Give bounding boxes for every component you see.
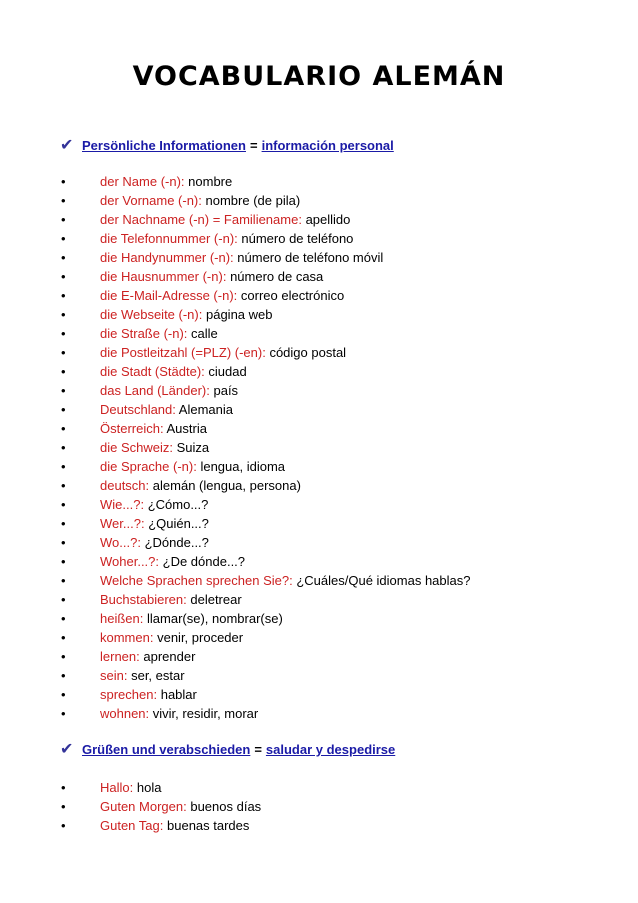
german-term: Welche Sprachen sprechen Sie?: — [100, 573, 293, 588]
spanish-translation: número de casa — [230, 269, 324, 284]
spanish-translation: hablar — [160, 687, 197, 702]
german-term: Woher...?: — [100, 554, 160, 569]
german-term: die Postleitzahl (=PLZ) (-en): — [100, 345, 266, 360]
list-item — [0, 778, 261, 797]
bullet-icon: • — [61, 193, 66, 208]
list-item — [0, 552, 471, 571]
spanish-translation: hola — [136, 780, 162, 795]
list-item — [0, 590, 471, 609]
spanish-translation: Suiza — [176, 440, 210, 455]
list-item — [0, 514, 471, 533]
checkmark-icon: ✔ — [60, 741, 74, 758]
german-term: die Stadt (Städte): — [100, 364, 205, 379]
bullet-icon: • — [61, 478, 66, 493]
list-item — [0, 816, 261, 835]
german-term: der Vorname (-n): — [100, 193, 202, 208]
vocabulary-list-greetings — [0, 778, 261, 835]
section-heading-de[interactable]: Grüßen und verabschieden — [82, 742, 251, 757]
spanish-translation: vivir, residir, morar — [152, 706, 259, 721]
spanish-translation: deletrear — [190, 592, 242, 607]
german-term: die Sprache (-n): — [100, 459, 197, 474]
bullet-icon: • — [61, 818, 66, 833]
bullet-icon: • — [61, 307, 66, 322]
bullet-icon: • — [61, 706, 66, 721]
spanish-translation: nombre — [188, 174, 233, 189]
german-term: Deutschland: — [100, 402, 176, 417]
german-term: der Nachname (-n) = Familiename: — [100, 212, 302, 227]
section-heading-es[interactable]: información personal — [261, 138, 394, 153]
german-term: lernen: — [100, 649, 140, 664]
german-term: Buchstabieren: — [100, 592, 187, 607]
section-heading-es[interactable]: saludar y despedirse — [265, 742, 396, 757]
spanish-translation: ser, estar — [131, 668, 185, 683]
list-item — [0, 609, 471, 628]
spanish-translation: ciudad — [208, 364, 247, 379]
german-term: die Hausnummer (-n): — [100, 269, 227, 284]
german-term: die Telefonnummer (-n): — [100, 231, 238, 246]
bullet-icon: • — [61, 231, 66, 246]
spanish-translation: número de teléfono — [241, 231, 354, 246]
spanish-translation: Austria — [166, 421, 207, 436]
bullet-icon: • — [61, 459, 66, 474]
spanish-translation: venir, proceder — [157, 630, 244, 645]
german-term: Wo...?: — [100, 535, 141, 550]
bullet-icon: • — [61, 611, 66, 626]
list-item — [0, 267, 471, 286]
vocabulary-list-personal-info — [0, 172, 471, 723]
bullet-icon: • — [61, 212, 66, 227]
list-item — [0, 797, 261, 816]
bullet-icon: • — [61, 174, 66, 189]
equals-sign: = — [249, 138, 258, 153]
spanish-translation: número de teléfono móvil — [237, 250, 384, 265]
bullet-icon: • — [61, 364, 66, 379]
bullet-icon: • — [61, 288, 66, 303]
bullet-icon: • — [61, 516, 66, 531]
list-item — [0, 286, 471, 305]
bullet-icon: • — [61, 687, 66, 702]
bullet-icon: • — [61, 421, 66, 436]
spanish-translation: nombre (de pila) — [205, 193, 301, 208]
bullet-icon: • — [61, 497, 66, 512]
bullet-icon: • — [61, 592, 66, 607]
equals-sign: = — [254, 742, 262, 757]
bullet-icon: • — [61, 440, 66, 455]
spanish-translation: país — [213, 383, 239, 398]
german-term: Österreich: — [100, 421, 164, 436]
spanish-translation: ¿De dónde...? — [162, 554, 246, 569]
section-heading-greetings — [60, 740, 396, 759]
list-item — [0, 400, 471, 419]
spanish-translation: ¿Quién...? — [148, 516, 209, 531]
spanish-translation: Alemania — [178, 402, 233, 417]
german-term: sein: — [100, 668, 128, 683]
german-term: Guten Tag: — [100, 818, 164, 833]
bullet-icon: • — [61, 402, 66, 417]
german-term: die Webseite (-n): — [100, 307, 203, 322]
spanish-translation: página web — [205, 307, 273, 322]
list-item — [0, 191, 471, 210]
list-item — [0, 647, 471, 666]
list-item — [0, 305, 471, 324]
spanish-translation: buenas tardes — [167, 818, 250, 833]
german-term: der Name (-n): — [100, 174, 185, 189]
german-term: die E-Mail-Adresse (-n): — [100, 288, 238, 303]
german-term: Hallo: — [100, 780, 134, 795]
bullet-icon: • — [61, 250, 66, 265]
spanish-translation: ¿Dónde...? — [144, 535, 209, 550]
spanish-translation: lengua, idioma — [200, 459, 286, 474]
bullet-icon: • — [61, 630, 66, 645]
german-term: Guten Morgen: — [100, 799, 187, 814]
bullet-icon: • — [61, 554, 66, 569]
list-item — [0, 248, 471, 267]
bullet-icon: • — [61, 535, 66, 550]
bullet-icon: • — [61, 668, 66, 683]
german-term: die Handynummer (-n): — [100, 250, 234, 265]
bullet-icon: • — [61, 780, 66, 795]
spanish-translation: apellido — [305, 212, 351, 227]
bullet-icon: • — [61, 573, 66, 588]
list-item — [0, 533, 471, 552]
spanish-translation: aprender — [143, 649, 196, 664]
list-item — [0, 628, 471, 647]
german-term: heißen: — [100, 611, 144, 626]
german-term: die Schweiz: — [100, 440, 173, 455]
bullet-icon: • — [61, 345, 66, 360]
list-item — [0, 704, 471, 723]
german-term: das Land (Länder): — [100, 383, 210, 398]
list-item — [0, 571, 471, 590]
list-item — [0, 210, 471, 229]
list-item — [0, 229, 471, 248]
list-item — [0, 495, 471, 514]
german-term: Wie...?: — [100, 497, 145, 512]
spanish-translation: código postal — [269, 345, 347, 360]
section-heading-personal-info — [60, 136, 394, 155]
section-heading-de[interactable]: Persönliche Informationen — [82, 138, 246, 153]
list-item — [0, 476, 471, 495]
german-term: kommen: — [100, 630, 154, 645]
checkmark-icon: ✔ — [60, 137, 74, 154]
bullet-icon: • — [61, 383, 66, 398]
list-item — [0, 362, 471, 381]
list-item — [0, 457, 471, 476]
list-item — [0, 324, 471, 343]
german-term: deutsch: — [100, 478, 150, 493]
bullet-icon: • — [61, 649, 66, 664]
bullet-icon: • — [61, 799, 66, 814]
german-term: die Straße (-n): — [100, 326, 188, 341]
list-item — [0, 666, 471, 685]
list-item — [0, 381, 471, 400]
spanish-translation: buenos días — [190, 799, 262, 814]
german-term: sprechen: — [100, 687, 158, 702]
list-item — [0, 419, 471, 438]
spanish-translation: alemán (lengua, persona) — [152, 478, 301, 493]
bullet-icon: • — [61, 269, 66, 284]
german-term: Wer...?: — [100, 516, 145, 531]
spanish-translation: ¿Cómo...? — [147, 497, 209, 512]
bullet-icon: • — [61, 326, 66, 341]
spanish-translation: correo electrónico — [240, 288, 345, 303]
spanish-translation: llamar(se), nombrar(se) — [147, 611, 283, 626]
list-item — [0, 685, 471, 704]
page-title: VOCABULARIO ALEMÁN — [132, 61, 506, 92]
list-item — [0, 172, 471, 191]
spanish-translation: calle — [191, 326, 218, 341]
list-item — [0, 343, 471, 362]
german-term: wohnen: — [100, 706, 150, 721]
list-item — [0, 438, 471, 457]
spanish-translation: ¿Cuáles/Qué idiomas hablas? — [296, 573, 471, 588]
